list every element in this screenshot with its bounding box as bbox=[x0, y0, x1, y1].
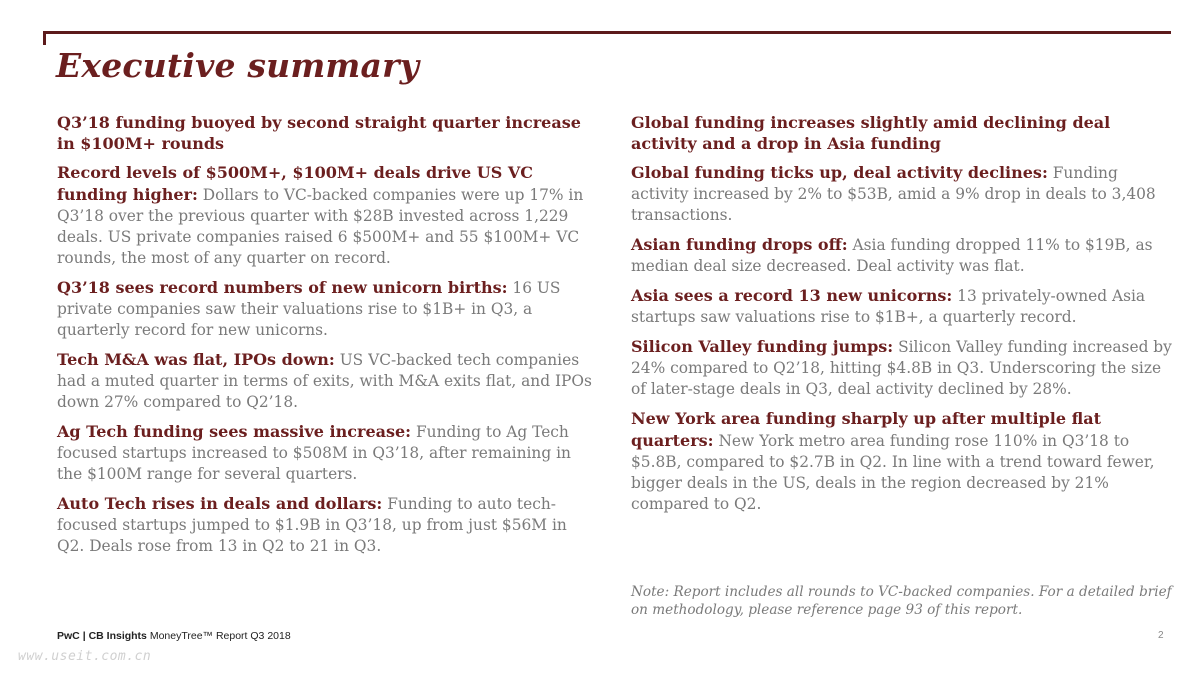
summary-item-body: 13 privately-owned Asia startups saw valuations rise to $1B+, a quarterly record. bbox=[631, 287, 1146, 326]
left-column bbox=[57, 112, 597, 565]
summary-item bbox=[57, 493, 597, 557]
summary-item-body: Funding to Ag Tech focused startups increased to $508M in Q3’18, after remaining in the $100M range for several quarters. bbox=[57, 423, 571, 483]
summary-item-head: Auto Tech rises in deals and dollars: bbox=[57, 494, 383, 513]
footer-separator: | bbox=[82, 630, 86, 642]
footer-brand-pwc: PwC bbox=[57, 630, 80, 642]
summary-item-head: Asian funding drops off: bbox=[631, 235, 848, 254]
summary-item-body: Funding activity increased by 2% to $53B, amid a 9% drop in deals to 3,408 transactions. bbox=[631, 164, 1156, 224]
methodology-note: Note: Report includes all rounds to VC-backed companies. For a detailed brief on methodology, please reference page 93 of this report. bbox=[631, 584, 1172, 618]
summary-item-head: Asia sees a record 13 new unicorns: bbox=[631, 286, 953, 305]
top-rule bbox=[43, 31, 1171, 34]
summary-item-body: 16 US private companies saw their valuations rise to $1B+ in Q3, a quarterly record for new unicorns. bbox=[57, 279, 561, 339]
summary-item-head: Tech M&A was flat, IPOs down: bbox=[57, 350, 335, 369]
summary-item-body: Dollars to VC-backed companies were up 17% in Q3’18 over the previous quarter with $28B invested across 1,229 deals. US private companies raised 6 $500M+ and 55 $100M+ VC rounds, the most of any quarter on record. bbox=[57, 186, 584, 267]
summary-item-body: Asia funding dropped 11% to $19B, as median deal size decreased. Deal activity was flat. bbox=[631, 236, 1153, 275]
summary-item bbox=[57, 277, 597, 341]
summary-item-head: Q3’18 sees record numbers of new unicorn births: bbox=[57, 278, 508, 297]
summary-item bbox=[631, 408, 1179, 515]
page-number: 2 bbox=[1158, 630, 1164, 641]
summary-item-head: Ag Tech funding sees massive increase: bbox=[57, 422, 412, 441]
summary-item bbox=[57, 349, 597, 413]
left-column-heading: Q3’18 funding buoyed by second straight quarter increase in $100M+ rounds bbox=[57, 113, 581, 153]
top-rule-tick bbox=[43, 31, 46, 45]
summary-item-body: US VC-backed tech companies had a muted quarter in terms of exits, with M&A exits flat, and IPOs down 27% compared to Q2’18. bbox=[57, 351, 592, 411]
footer-report-name: MoneyTree™ Report Q3 2018 bbox=[149, 630, 291, 642]
page-title: Executive summary bbox=[56, 46, 420, 85]
summary-item bbox=[631, 285, 1179, 328]
footer bbox=[57, 630, 291, 642]
summary-item-body: New York metro area funding rose 110% in Q3’18 to $5.8B, compared to $2.7B in Q2. In line with a trend toward fewer, bigger deals in the US, deals in the region decreased by 21% compared to Q2. bbox=[631, 432, 1155, 513]
summary-item-head: Global funding ticks up, deal activity declines: bbox=[631, 163, 1048, 182]
summary-item-body: Funding to auto tech-focused startups jumped to $1.9B in Q3’18, up from just $56M in Q2. Deals rose from 13 in Q2 to 21 in Q3. bbox=[57, 495, 567, 555]
summary-item bbox=[631, 162, 1179, 226]
right-column-heading: Global funding increases slightly amid declining deal activity and a drop in Asia funding bbox=[631, 113, 1111, 153]
summary-item-head: Silicon Valley funding jumps: bbox=[631, 337, 894, 356]
summary-item bbox=[57, 421, 597, 485]
footer-brand-cbinsights: CB Insights bbox=[88, 630, 147, 642]
summary-item bbox=[57, 162, 597, 269]
summary-item bbox=[631, 336, 1179, 400]
summary-item-head: New York area funding sharply up after multiple flat quarters: bbox=[631, 409, 1101, 450]
summary-item-body: Silicon Valley funding increased by 24% compared to Q2’18, hitting $4.8B in Q3. Underscoring the size of later-stage deals in Q3, deal activity declined by 28%. bbox=[631, 338, 1172, 398]
watermark: www.useit.com.cn bbox=[18, 649, 152, 664]
summary-item-head: Record levels of $500M+, $100M+ deals drive US VC funding higher: bbox=[57, 163, 533, 204]
right-column bbox=[631, 112, 1179, 523]
summary-item bbox=[631, 234, 1179, 277]
